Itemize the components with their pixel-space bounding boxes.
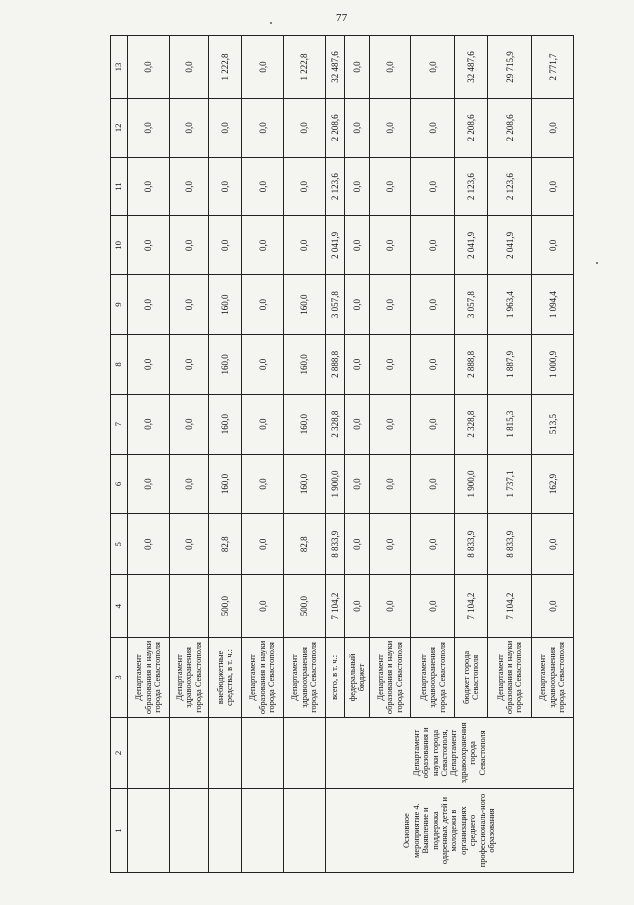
value-cell: 0,0 bbox=[128, 334, 170, 394]
value-cell: 0,0 bbox=[345, 99, 369, 158]
value-cell: 8 833,9 bbox=[488, 514, 532, 575]
value-cell: 3 057,8 bbox=[325, 275, 345, 335]
measure-cell-blank bbox=[242, 789, 284, 873]
value-cell: 2 328,8 bbox=[325, 394, 345, 454]
value-cell: 160,0 bbox=[209, 275, 242, 335]
value-cell: 0,0 bbox=[369, 275, 411, 335]
col-header: 1 bbox=[111, 789, 128, 873]
value-cell: 0,0 bbox=[283, 216, 325, 275]
value-cell: 0,0 bbox=[532, 99, 574, 158]
value-cell: 0,0 bbox=[345, 575, 369, 638]
value-cell: 0,0 bbox=[169, 394, 209, 454]
funding-source: Департамент образования и науки города Севастополя bbox=[369, 638, 411, 718]
value-cell: 29 715,9 bbox=[488, 36, 532, 99]
value-cell: 0,0 bbox=[369, 36, 411, 99]
value-cell: 2 041,9 bbox=[488, 216, 532, 275]
value-cell: 7 104,2 bbox=[488, 575, 532, 638]
value-cell: 160,0 bbox=[209, 454, 242, 514]
value-cell: 0,0 bbox=[242, 275, 284, 335]
value-cell: 0,0 bbox=[532, 157, 574, 216]
funding-source: Департамент образования и науки города Севастополя bbox=[128, 638, 170, 718]
value-cell: 1 963,4 bbox=[488, 275, 532, 335]
value-cell: 0,0 bbox=[242, 157, 284, 216]
table-row bbox=[283, 36, 325, 873]
executor-cell-blank bbox=[169, 717, 209, 788]
value-cell: 0,0 bbox=[283, 157, 325, 216]
col-header: 8 bbox=[111, 334, 128, 394]
value-cell: 0,0 bbox=[411, 157, 455, 216]
value-cell bbox=[169, 575, 209, 638]
value-cell: 0,0 bbox=[242, 575, 284, 638]
value-cell: 2 208,6 bbox=[455, 99, 488, 158]
value-cell: 0,0 bbox=[369, 216, 411, 275]
value-cell: 1 094,4 bbox=[532, 275, 574, 335]
value-cell: 1 222,8 bbox=[283, 36, 325, 99]
funding-source: Департамент здравоохранения города Севастополя bbox=[169, 638, 209, 718]
rotated-table-wrapper bbox=[110, 35, 574, 873]
value-cell: 0,0 bbox=[532, 514, 574, 575]
value-cell: 0,0 bbox=[369, 157, 411, 216]
value-cell: 32 487,6 bbox=[455, 36, 488, 99]
value-cell: 0,0 bbox=[169, 216, 209, 275]
value-cell: 0,0 bbox=[242, 99, 284, 158]
value-cell: 2 123,6 bbox=[488, 157, 532, 216]
value-cell: 0,0 bbox=[128, 454, 170, 514]
value-cell: 2 041,9 bbox=[455, 216, 488, 275]
value-cell: 0,0 bbox=[128, 275, 170, 335]
value-cell: 0,0 bbox=[345, 216, 369, 275]
value-cell: 0,0 bbox=[411, 216, 455, 275]
value-cell: 160,0 bbox=[209, 334, 242, 394]
executor-cell-blank bbox=[128, 717, 170, 788]
table-row bbox=[242, 36, 284, 873]
col-header: 2 bbox=[111, 717, 128, 788]
value-cell: 0,0 bbox=[411, 275, 455, 335]
value-cell: 0,0 bbox=[209, 216, 242, 275]
value-cell: 0,0 bbox=[242, 454, 284, 514]
table-row bbox=[325, 36, 345, 873]
value-cell: 82,8 bbox=[283, 514, 325, 575]
value-cell: 2 123,6 bbox=[455, 157, 488, 216]
funding-source: Департамент здравоохранения города Севастополя bbox=[532, 638, 574, 718]
value-cell: 0,0 bbox=[345, 394, 369, 454]
table-row bbox=[169, 36, 209, 873]
value-cell: 0,0 bbox=[169, 275, 209, 335]
value-cell: 2 328,8 bbox=[455, 394, 488, 454]
value-cell: 0,0 bbox=[128, 99, 170, 158]
value-cell: 162,9 bbox=[532, 454, 574, 514]
value-cell: 0,0 bbox=[369, 394, 411, 454]
value-cell: 0,0 bbox=[369, 454, 411, 514]
value-cell: 0,0 bbox=[411, 36, 455, 99]
col-header: 11 bbox=[111, 157, 128, 216]
value-cell: 0,0 bbox=[369, 514, 411, 575]
funding-table bbox=[110, 35, 574, 873]
value-cell: 1 900,0 bbox=[325, 454, 345, 514]
value-cell: 2 208,6 bbox=[325, 99, 345, 158]
value-cell: 0,0 bbox=[128, 36, 170, 99]
value-cell: 0,0 bbox=[532, 216, 574, 275]
value-cell: 0,0 bbox=[283, 99, 325, 158]
measure-cell-blank bbox=[128, 789, 170, 873]
value-cell: 0,0 bbox=[411, 514, 455, 575]
col-header: 10 bbox=[111, 216, 128, 275]
header-row bbox=[111, 36, 128, 873]
value-cell: 1 900,0 bbox=[455, 454, 488, 514]
table-row bbox=[209, 36, 242, 873]
measure-cell-blank bbox=[283, 789, 325, 873]
col-header: 5 bbox=[111, 514, 128, 575]
executor-cell-blank bbox=[209, 717, 242, 788]
value-cell: 1 737,1 bbox=[488, 454, 532, 514]
col-header: 6 bbox=[111, 454, 128, 514]
value-cell: 0,0 bbox=[345, 157, 369, 216]
value-cell: 1 887,9 bbox=[488, 334, 532, 394]
col-header: 12 bbox=[111, 99, 128, 158]
measure-cell-blank bbox=[209, 789, 242, 873]
value-cell bbox=[128, 575, 170, 638]
value-cell: 0,0 bbox=[128, 514, 170, 575]
scan-speck bbox=[596, 262, 598, 264]
funding-source: федеральный бюджет bbox=[345, 638, 369, 718]
value-cell: 0,0 bbox=[369, 99, 411, 158]
value-cell: 2 771,7 bbox=[532, 36, 574, 99]
funding-source: Департамент образования и науки города Севастополя bbox=[242, 638, 284, 718]
value-cell: 1 000,9 bbox=[532, 334, 574, 394]
value-cell: 1 222,8 bbox=[209, 36, 242, 99]
value-cell: 0,0 bbox=[345, 36, 369, 99]
scan-speck bbox=[270, 22, 272, 24]
value-cell: 0,0 bbox=[532, 575, 574, 638]
value-cell: 500,0 bbox=[209, 575, 242, 638]
value-cell: 8 833,9 bbox=[325, 514, 345, 575]
value-cell: 0,0 bbox=[169, 36, 209, 99]
measure-cell-blank bbox=[169, 789, 209, 873]
col-header: 4 bbox=[111, 575, 128, 638]
value-cell: 0,0 bbox=[128, 216, 170, 275]
value-cell: 0,0 bbox=[411, 575, 455, 638]
value-cell: 0,0 bbox=[209, 157, 242, 216]
page-number: 77 bbox=[336, 12, 348, 24]
measure-executors: Департамент образования и науки города Севастополя, Департамент здравоохранения города Севастополя bbox=[325, 717, 573, 788]
value-cell: 0,0 bbox=[242, 514, 284, 575]
value-cell: 0,0 bbox=[242, 394, 284, 454]
value-cell: 82,8 bbox=[209, 514, 242, 575]
value-cell: 160,0 bbox=[283, 275, 325, 335]
value-cell: 0,0 bbox=[369, 334, 411, 394]
value-cell: 2 888,8 bbox=[455, 334, 488, 394]
value-cell: 0,0 bbox=[209, 99, 242, 158]
value-cell: 2 041,9 bbox=[325, 216, 345, 275]
value-cell: 0,0 bbox=[169, 454, 209, 514]
measure-title: Основное мероприятие 4. Выявление и поддержка одаренных детей и молодежи в организациях среднего профессиональ-ного образования bbox=[325, 789, 573, 873]
funding-source: Департамент здравоохранения города Севастополя bbox=[283, 638, 325, 718]
col-header: 13 bbox=[111, 36, 128, 99]
value-cell: 0,0 bbox=[169, 334, 209, 394]
value-cell: 0,0 bbox=[345, 275, 369, 335]
col-header: 3 bbox=[111, 638, 128, 718]
value-cell: 0,0 bbox=[345, 454, 369, 514]
value-cell: 0,0 bbox=[128, 157, 170, 216]
col-header: 9 bbox=[111, 275, 128, 335]
value-cell: 500,0 bbox=[283, 575, 325, 638]
value-cell: 160,0 bbox=[283, 454, 325, 514]
value-cell: 0,0 bbox=[242, 36, 284, 99]
value-cell: 7 104,2 bbox=[325, 575, 345, 638]
value-cell: 2 888,8 bbox=[325, 334, 345, 394]
value-cell: 0,0 bbox=[411, 334, 455, 394]
value-cell: 160,0 bbox=[209, 394, 242, 454]
value-cell: 0,0 bbox=[369, 575, 411, 638]
value-cell: 0,0 bbox=[242, 334, 284, 394]
funding-source: Департамент здравоохранения города Севастополя bbox=[411, 638, 455, 718]
funding-source: внебюджетные средства, в т. ч.: bbox=[209, 638, 242, 718]
value-cell: 0,0 bbox=[169, 157, 209, 216]
funding-source: всего, в т. ч.: bbox=[325, 638, 345, 718]
value-cell: 7 104,2 bbox=[455, 575, 488, 638]
value-cell: 8 833,9 bbox=[455, 514, 488, 575]
col-header: 7 bbox=[111, 394, 128, 454]
value-cell: 3 057,8 bbox=[455, 275, 488, 335]
executor-cell-blank bbox=[242, 717, 284, 788]
value-cell: 2 123,6 bbox=[325, 157, 345, 216]
value-cell: 0,0 bbox=[169, 514, 209, 575]
value-cell: 0,0 bbox=[345, 334, 369, 394]
value-cell: 0,0 bbox=[411, 454, 455, 514]
funding-source: бюджет города Севастополя bbox=[455, 638, 488, 718]
value-cell: 1 815,3 bbox=[488, 394, 532, 454]
executor-cell-blank bbox=[283, 717, 325, 788]
value-cell: 0,0 bbox=[242, 216, 284, 275]
value-cell: 0,0 bbox=[345, 514, 369, 575]
value-cell: 0,0 bbox=[411, 394, 455, 454]
value-cell: 32 487,6 bbox=[325, 36, 345, 99]
value-cell: 0,0 bbox=[169, 99, 209, 158]
value-cell: 0,0 bbox=[128, 394, 170, 454]
value-cell: 160,0 bbox=[283, 394, 325, 454]
value-cell: 513,5 bbox=[532, 394, 574, 454]
table-row bbox=[128, 36, 170, 873]
value-cell: 2 208,6 bbox=[488, 99, 532, 158]
funding-source: Департамент образования и науки города Севастополя bbox=[488, 638, 532, 718]
value-cell: 160,0 bbox=[283, 334, 325, 394]
value-cell: 0,0 bbox=[411, 99, 455, 158]
